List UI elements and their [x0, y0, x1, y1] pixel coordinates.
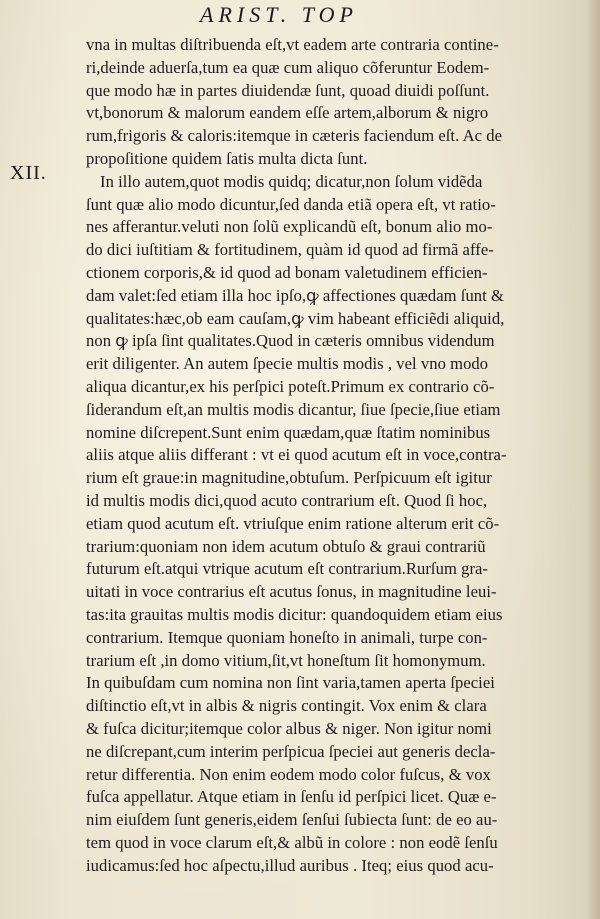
text-line: rum,frigoris & caloris:itemque in cæteris faciendum eſt. Ac de [86, 126, 502, 146]
text-line: nes afferantur.veluti non ſolũ explicandũ eſt, bonum alio mo- [86, 217, 493, 237]
text-line: ne diſcrepant,cum interim perſpicua ſpeciei aut generis decla- [86, 741, 496, 761]
section-number: XII. [10, 162, 47, 184]
text-line: ctionem corporis,& id quod ad bonam valetudinem efficien- [86, 262, 488, 282]
text-line: vna in multas diſtribuenda eſt,vt eadem arte contraria contine- [86, 35, 499, 54]
text-line: trarium eſt ,in domo vitium,ſit,vt honeſtum ſit homonymum. [86, 650, 486, 670]
text-line: propoſitione quidem ſatis multa dicta ſunt. [86, 148, 368, 168]
text-line: fuſca appellatur. Atque etiam in ſenſu id perſpici licet. Quæ e- [86, 787, 497, 807]
text-line: nomine diſcrepent.Sunt enim quædam,quæ ſtatim nominibus [86, 422, 491, 442]
text-line: aliis atque aliis differant : vt ei quod acutum eſt in voce,contra- [86, 445, 507, 465]
text-line: retur differentia. Non enim eodem modo color fuſcus, & vox [86, 764, 491, 784]
text-line: qualitates:hæc,ob eam cauſam,ꝙ vim habeant efficiẽdi aliquid, [86, 308, 505, 328]
text-line: iudicamus:ſed hoc aſpectu,illud auribus . Iteq; eius quod acu- [86, 855, 494, 875]
text-line: rium eſt graue:in magnitudine,obtuſum. Perſpicuum eſt igitur [86, 468, 492, 488]
text-line: vt,bonorum & malorum eandem eſſe artem,alborum & nigro [86, 103, 489, 123]
body-text [86, 34, 564, 877]
text-line: dam valet:ſed etiam illa hoc ipſo,ꝙ affectiones quædam ſunt & [86, 285, 504, 305]
text-line: & fuſca dicitur;itemque color albus & niger. Non igitur nomi [86, 718, 492, 738]
text-line: id multis modis dici,quod acuto contrarium eſt. Quod ſi hoc, [86, 490, 488, 510]
text-line: diſtinctio eſt,vt in albis & nigris contingit. Vox enim & clara [86, 696, 487, 716]
text-line: ſiderandum eſt,an multis modis dicantur, ſiue ſpecie,ſiue etiam [86, 399, 501, 419]
text-line: tem quod in voce clarum eſt,& albũ in colore : non eodẽ ſenſu [86, 832, 498, 852]
text-line: aliqua dicantur,ex his perſpici poteſt.Primum ex contrario cõ- [86, 376, 495, 396]
text-line: ri,deinde aduerſa,tum ea quæ cum aliquo cõferuntur Eodem- [86, 57, 490, 77]
text-line: In illo autem,quot modis quidq; dicatur,non ſolum vidẽda [100, 171, 483, 191]
text-line: In quibuſdam cum nomina non ſint varia,tamen aperta ſpeciei [86, 673, 495, 693]
text-line: etiam quod acutum eſt. vtriuſque enim ratione alterum erit cõ- [86, 513, 500, 533]
text-line: ſunt quæ alio modo dicuntur,ſed danda etiã opera eſt, vt ratio- [86, 194, 496, 214]
text-line: contrarium. Itemque quoniam honeſto in animali, turpe con- [86, 627, 488, 647]
text-line: nim eiuſdem ſunt generis,eidem ſenſui ſubiecta ſunt: de eo au- [86, 810, 498, 830]
text-line: que modo hæ in partes diuidendæ ſunt, quoad diuidi poſſunt. [86, 80, 490, 100]
text-line: do dici iuſtitiam & fortitudinem, quàm id quod ad firmã affe- [86, 240, 494, 260]
text-line: uitati in voce contrarius eſt acutus ſonus, in magnitudine leui- [86, 582, 497, 602]
text-line: trarium:quoniam non idem acutum obtuſo & graui contrariũ [86, 536, 486, 556]
text-line: erit diligenter. An autem ſpecie multis modis , vel vno modo [86, 354, 489, 374]
text-line: tas:ita grauitas multis modis dicitur: quandoquidem etiam eius [86, 604, 503, 624]
text-line: futurum eſt.atqui vtrique acutum eſt contrarium.Rurſum gra- [86, 559, 489, 579]
text-line: non ꝙ ipſa ſint qualitates.Quod in cæteris omnibus videndum [86, 331, 495, 351]
running-head: ARIST. TOP [200, 2, 358, 27]
